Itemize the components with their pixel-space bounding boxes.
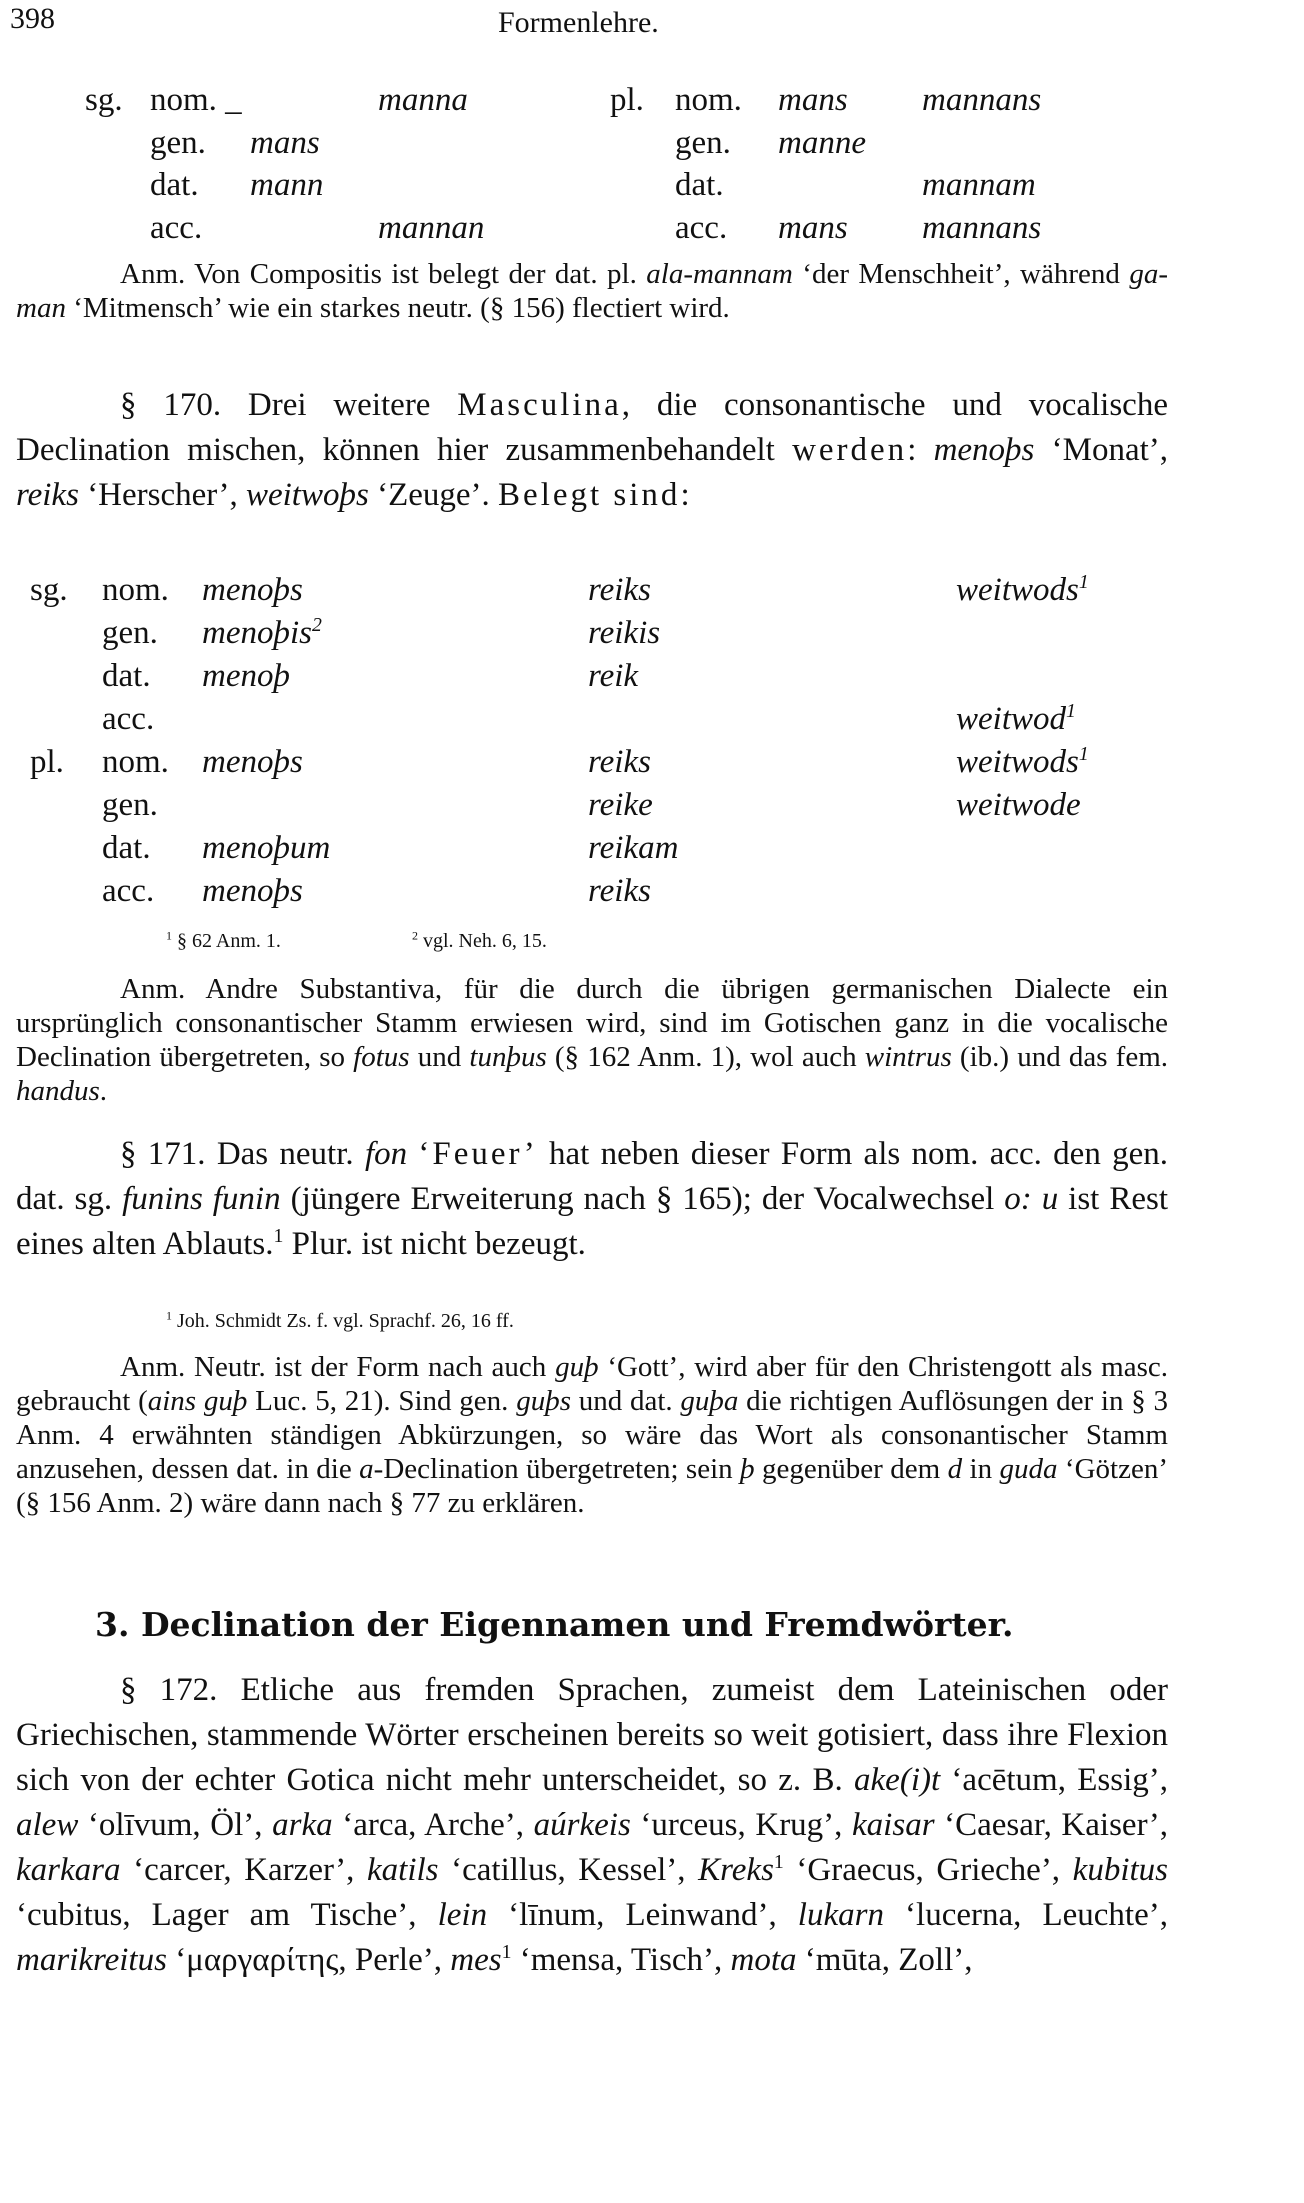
case-label: gen.: [675, 125, 731, 161]
form: menoþs: [202, 744, 303, 780]
case-label: nom.: [675, 82, 742, 118]
form: reiks: [588, 744, 651, 780]
note-compositis: Anm. Von Compositis ist belegt der dat. pl. ala-mannam ‘der Menschheit’, während ga-man ‘Mitmensch’ wie ein starkes neutr. (§ 156) flectiert wird.: [16, 258, 1168, 324]
form: menoþ: [202, 658, 290, 694]
case-label: acc.: [675, 210, 728, 246]
number-label-sg: sg.: [85, 82, 123, 118]
case-label: dat.: [102, 830, 151, 866]
form: mannam: [922, 167, 1036, 203]
section-170: § 170. Drei weitere Masculina, die consonantische und vocalische Declination mischen, können hier zusammenbehandelt werden: menoþs ‘Monat’, reiks ‘Herscher’, weitwoþs ‘Zeuge’. Belegt sind:: [16, 387, 1169, 513]
footnote-1: $^1$ Joh. Schmidt Zs. f. vgl. Sprachf. 26, 16 ff.: [166, 1308, 514, 1332]
form: reik: [588, 658, 639, 694]
form: weitwode: [956, 787, 1081, 823]
form: reikis: [588, 615, 661, 651]
case-label: acc.: [102, 701, 155, 737]
case-label: nom.: [102, 572, 169, 608]
form: weitwods$^1$: [956, 571, 1089, 608]
case-label: acc.: [102, 873, 155, 909]
form: weitwod$^1$: [956, 700, 1076, 737]
note-substantiva: Anm. Andre Substantiva, für die durch die übrigen germanischen Dialecte ein ursprünglich consonantischer Stamm erwiesen wird, sind im Gotischen ganz in die vocalische Declination übergetreten, so fotus und tunþus (§ 162 Anm. 1), wol auch wintrus (ib.) und das fem. handus.: [16, 973, 1168, 1107]
form: reikam: [588, 830, 679, 866]
case-label: acc.: [150, 210, 203, 246]
form: menoþs: [202, 873, 303, 909]
form: mans: [778, 210, 848, 246]
case-label: dat.: [102, 658, 151, 694]
section-171: § 171. Das neutr. fon ‘Feuer’ hat neben dieser Form als nom. acc. den gen. dat. sg. funins funin (jüngere Erweiterung nach § 165); der Vocalwechsel o: u ist Rest eines alten Ablauts.$^1$ Plur. ist nicht bezeugt.: [16, 1136, 1168, 1262]
form: mans: [250, 125, 320, 161]
case-label: dat.: [675, 167, 724, 203]
case-label: nom.: [102, 744, 169, 780]
form: reike: [588, 787, 653, 823]
form: mans: [778, 82, 848, 118]
form: menoþis$^2$: [202, 614, 322, 651]
number-label-sg: sg.: [30, 572, 68, 608]
number-label-pl: pl.: [610, 82, 644, 118]
form: manne: [778, 125, 866, 161]
case-label: nom. _: [150, 82, 242, 118]
section-heading: 3. Declination der Eigennamen und Fremdwörter.: [95, 1605, 1014, 1644]
form: menoþs: [202, 572, 303, 608]
page-number: 398: [10, 2, 55, 35]
form: reiks: [588, 572, 651, 608]
number-label-pl: pl.: [30, 744, 64, 780]
section-172: § 172. Etliche aus fremden Sprachen, zumeist dem Lateinischen oder Griechischen, stammende Wörter erscheinen bereits so weit gotisiert, dass ihre Flexion sich von der echter Gotica nicht mehr unterscheidet, so z. B. ake(i)t ‘acētum, Essig’, alew ‘olīvum, Öl’, arka ‘arca, Arche’, aúrkeis ‘urceus, Krug’, kaisar ‘Caesar, Kaiser’, karkara ‘carcer, Karzer’, katils ‘catillus, Kessel’, Kreks$^1$ ‘Graecus, Grieche’, kubitus ‘cubitus, Lager am Tische’, lein ‘līnum, Leinwand’, lukarn ‘lucerna, Leuchte’, marikreitus ‘μαργαρίτης, Perle’, mes$^1$ ‘mensa, Tisch’, mota ‘mūta, Zoll’,: [16, 1672, 1169, 1978]
form: mannans: [922, 210, 1042, 246]
running-title: Formenlehre.: [498, 6, 659, 39]
note-guth: Anm. Neutr. ist der Form nach auch guþ ‘Gott’, wird aber für den Christengott als masc. gebraucht (ains guþ Luc. 5, 21). Sind gen. guþs und dat. guþa die richtigen Auflösungen der in § 3 Anm. 4 erwähnten ständigen Abkürzungen, so wäre das Wort als consonantischer Stamm anzusehen, dessen dat. in die a-Declination übergetreten; sein þ gegenüber dem d in guda ‘Götzen’ (§ 156 Anm. 2) wäre dann nach § 77 zu erklären.: [16, 1351, 1168, 1519]
case-label: gen.: [102, 615, 158, 651]
form: manna: [378, 82, 468, 118]
footnote-2: $^2$ vgl. Neh. 6, 15.: [412, 928, 547, 952]
form: mannan: [378, 210, 485, 246]
case-label: gen.: [102, 787, 158, 823]
case-label: dat.: [150, 167, 199, 203]
footnote-1: $^1$ § 62 Anm. 1.: [166, 928, 281, 952]
case-label: gen.: [150, 125, 206, 161]
form: weitwods$^1$: [956, 743, 1089, 780]
form: menoþum: [202, 830, 331, 866]
form: reiks: [588, 873, 651, 909]
form: mann: [250, 167, 324, 203]
form: mannans: [922, 82, 1042, 118]
